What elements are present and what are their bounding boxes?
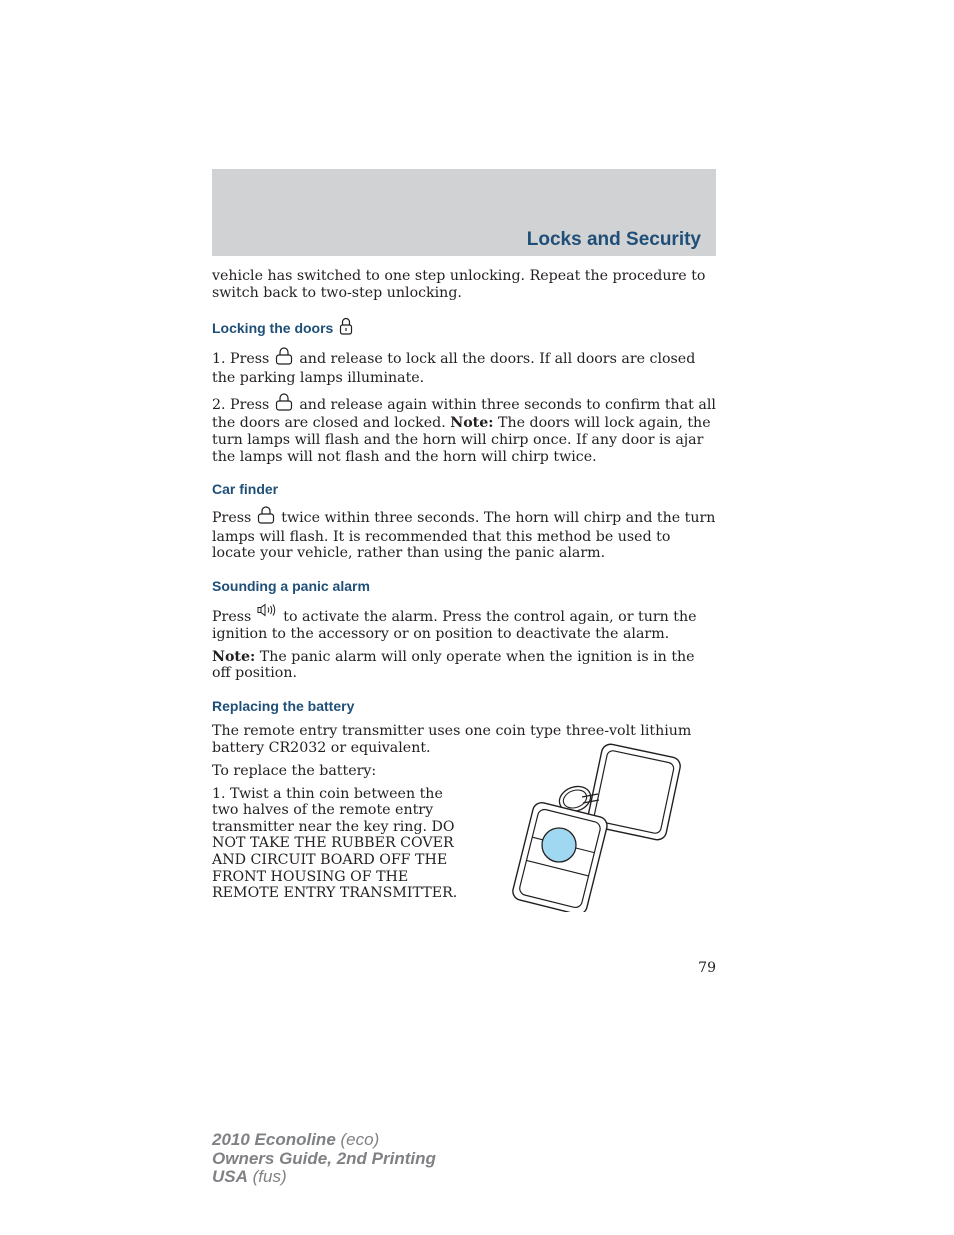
panic-text: to activate the alarm. Press the control again, or turn the ignition to the accessory or on position to deactivate the alarm. [212,609,697,642]
step2-note: The doors will lock again, the turn lamps will flash and the horn will chirp once. If any door is ajar the lamps will not flash and the horn will chirp twice. [212,415,711,465]
car-finder-press-text: Press [212,510,252,527]
lock-icon [257,506,275,529]
footer [212,1131,436,1187]
lock-icon [275,393,293,416]
footer-line-1 [212,1131,436,1150]
battery-heading: Replacing the battery [212,697,355,714]
panic-press-text: Press [212,609,252,626]
lock-icon [339,317,353,339]
panic-note [212,649,716,682]
battery-step-1: 1. Twist a thin coin between the two halves of the remote entry transmitter near the key ring. DO NOT TAKE THE RUBBER COVER AND CIRCUIT BOARD OFF THE FRONT HOUSING OF THE REMOTE ENTRY TRANSMITTER. [212,785,458,902]
panic-paragraph [212,603,716,642]
panic-heading: Sounding a panic alarm [212,578,370,595]
locking-heading-text: Locking the doors [212,320,334,337]
note-label: Note: [212,648,256,665]
footer-line-2 [212,1150,436,1169]
intro-paragraph: vehicle has switched to one step unlocking. Repeat the procedure to switch back to two-step unlocking. [212,268,706,301]
footer-line-3 [212,1168,436,1187]
footer-guide: Owners Guide, 2nd Printing [212,1148,436,1168]
battery-paragraph-2: To replace the battery: [212,762,377,779]
car-finder-text: twice within three seconds. The horn will chirp and the turn lamps will flash. It is recommended that this method be used to locate your vehicle, rather than using the panic alarm. [212,510,716,562]
footer-market: USA [212,1167,248,1186]
locking-step-1 [212,347,716,386]
header-band [212,169,716,256]
locking-step-2 [212,393,716,465]
locking-heading [212,317,716,339]
car-finder-paragraph [212,506,716,562]
step1-press-text: 1. Press [212,351,270,368]
step1-text: and release to lock all the doors. If all doors are closed the parking lamps illuminate. [212,351,696,386]
step2-press-text: 2. Press [212,396,270,413]
lock-icon [275,347,293,370]
page-number: 79 [698,960,716,976]
footer-model-code: (eco) [340,1130,380,1149]
note-label: Note: [450,415,494,432]
footer-model: 2010 Econoline [212,1130,336,1149]
footer-market-code: (fus) [252,1167,287,1186]
horn-icon [257,603,277,622]
car-finder-heading: Car finder [212,481,279,498]
panic-note-text: The panic alarm will only operate when the ignition is in the off position. [212,648,695,682]
keyfob-illustration [508,740,690,912]
battery-paragraph-1: The remote entry transmitter uses one coin type three-volt lithium battery CR2032 or equivalent. [212,722,692,756]
step2-text: and release again within three seconds to confirm that all the doors are closed and locked. [212,396,716,432]
page-title: Locks and Security [526,229,701,250]
